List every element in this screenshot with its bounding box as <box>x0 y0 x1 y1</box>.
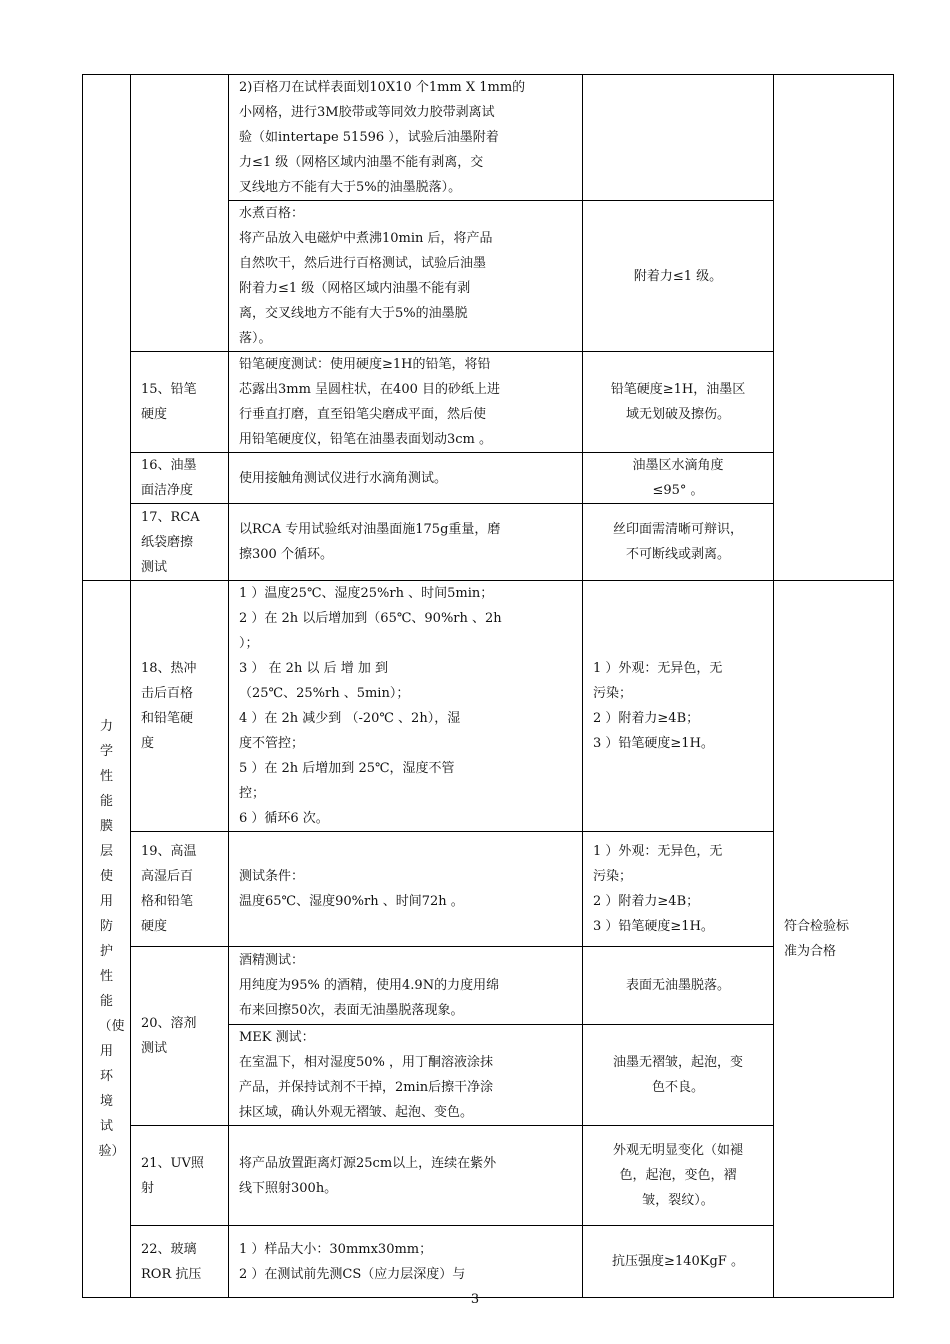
standard-cell <box>583 1025 774 1126</box>
text-line: ≤95° 。 <box>652 483 704 498</box>
text-line: 3 ）铅笔硬度≥1H。 <box>593 736 714 751</box>
text-line: 16、油墨 <box>141 458 197 473</box>
text-line: 1 ）温度25℃、湿度25%rh 、时间5min； <box>239 586 494 601</box>
text-line: 叉线地方不能有大于5%的油墨脱落）。 <box>239 180 462 195</box>
text-line: 1 ）外观：无异色，无 <box>593 661 723 676</box>
text-line: 验（如intertape 51596 ），试验后油墨附着 <box>239 130 499 145</box>
standard-cell <box>583 201 774 352</box>
table-row <box>83 1126 894 1226</box>
text-line: 在室温下，相对湿度50% ，用丁酮溶液涂抹 <box>239 1055 494 1070</box>
text-line: 将产品放置距离灯源25cm以上，连续在紫外 <box>239 1155 497 1171</box>
item-cell <box>131 453 229 504</box>
text-line: 20、溶剂 <box>141 1016 197 1031</box>
text-line: 度不管控； <box>239 736 305 751</box>
text-line: 温度65℃、湿度90%rh 、时间72h 。 <box>239 894 464 909</box>
text-line: 行垂直打磨，直至铅笔尖磨成平面，然后使 <box>239 407 487 422</box>
text-line: 2 ）在测试前先测CS（应力层深度）与 <box>239 1266 466 1282</box>
category-cell-continued <box>83 75 131 581</box>
category-cell <box>83 581 131 1298</box>
method-cell <box>229 453 583 504</box>
category-label: 力学性能膜层使用防护性能（使用环境试验） <box>98 719 125 1159</box>
text-line: 污染； <box>593 869 633 884</box>
item-cell <box>131 581 229 832</box>
text-line: 2 ）附着力≥4B； <box>593 894 700 909</box>
text-line: 纸袋磨擦 <box>141 534 194 550</box>
text-line: 3 ） 在 2h 以 后 增 加 到 <box>239 661 388 676</box>
text-line: 硬度 <box>141 407 168 422</box>
text-line: 射 <box>141 1180 155 1196</box>
text-line: （25℃、25%rh 、5min）； <box>239 686 410 701</box>
text-line: 芯露出3mm 呈圆柱状，在400 目的砂纸上进 <box>239 382 501 397</box>
text-line: 外观无明显变化（如褪 <box>612 1143 743 1158</box>
text-line: 酒精测试： <box>239 953 305 968</box>
standard-cell <box>583 581 774 832</box>
table-row <box>83 453 894 504</box>
text-line: 色不良。 <box>651 1080 704 1095</box>
method-cell <box>229 504 583 581</box>
text-line: ）； <box>239 636 259 651</box>
text-line: 色，起泡，变色，褶 <box>619 1168 737 1183</box>
text-line: 测试 <box>141 1041 168 1056</box>
item-cell <box>131 947 229 1126</box>
table-row <box>83 832 894 947</box>
verdict-cell-continued <box>774 75 894 581</box>
text-line: 5 ）在 2h 后增加到 25℃，湿度不管 <box>239 761 455 776</box>
text-line: 不可断线或剥离。 <box>625 547 730 562</box>
text-line: 17、RCA <box>141 509 200 525</box>
standard-cell <box>583 75 774 201</box>
text-line: 表面无油墨脱落。 <box>625 978 730 993</box>
item-cell <box>131 1126 229 1226</box>
text-line: MEK 测试： <box>239 1030 315 1045</box>
text-line: 以RCA 专用试验纸对油墨面施175g重量，磨 <box>239 522 501 537</box>
method-cell <box>229 1025 583 1126</box>
standard-cell <box>583 832 774 947</box>
method-cell <box>229 581 583 832</box>
text-line: 面洁净度 <box>141 483 194 498</box>
text-line: 19、高温 <box>141 844 197 859</box>
text-line: 和铅笔硬 <box>141 711 194 726</box>
text-line: 21、UV照 <box>141 1155 204 1171</box>
text-line: 油墨区水滴角度 <box>632 458 724 473</box>
text-line: 2 ）附着力≥4B； <box>593 711 700 726</box>
method-cell <box>229 832 583 947</box>
text-line: 2)百格刀在试样表面划10X10 个1mm X 1mm的 <box>239 80 526 95</box>
text-line: 符合检验标 <box>784 919 850 934</box>
table-row <box>83 352 894 453</box>
text-line: 附着力≤1 级。 <box>633 268 723 284</box>
text-line: 击后百格 <box>141 686 194 701</box>
text-line: 1 ）外观：无异色，无 <box>593 844 723 859</box>
verdict-cell <box>774 581 894 1298</box>
item-cell <box>131 504 229 581</box>
page-number: 3 <box>470 1292 480 1307</box>
method-cell <box>229 1226 583 1298</box>
table-row <box>83 504 894 581</box>
standard-cell <box>583 504 774 581</box>
text-line: 附着力≤1 级（网格区域内油墨不能有剥 <box>239 281 471 296</box>
text-line: 落）。 <box>239 331 272 346</box>
text-line: 擦300 个循环。 <box>239 547 333 562</box>
text-line: 15、铅笔 <box>141 382 197 397</box>
text-line: 准为合格 <box>784 944 837 959</box>
item-cell <box>131 1226 229 1298</box>
text-line: 用铅笔硬度仪，铅笔在油墨表面划动3cm 。 <box>239 432 493 447</box>
item-cell <box>131 832 229 947</box>
text-line: 将产品放入电磁炉中煮沸10min 后，将产品 <box>239 231 493 246</box>
text-line: 布来回擦50次，表面无油墨脱落现象。 <box>239 1003 464 1018</box>
text-line: 1 ）样品大小：30mmx30mm； <box>239 1241 433 1257</box>
standard-cell <box>583 1126 774 1226</box>
method-cell <box>229 352 583 453</box>
standard-cell <box>583 352 774 453</box>
text-line: 控； <box>239 786 266 801</box>
standard-cell <box>583 453 774 504</box>
text-line: 高湿后百 <box>141 869 194 884</box>
text-line: 18、热冲 <box>141 661 197 676</box>
standard-cell <box>583 947 774 1025</box>
text-line: 力≤1 级（网格区域内油墨不能有剥离，交 <box>239 155 484 170</box>
method-cell <box>229 75 583 201</box>
text-line: 抗压强度≥140KgF 。 <box>612 1254 744 1269</box>
text-line: 皱，裂纹）。 <box>642 1193 714 1208</box>
text-line: 测试条件： <box>239 869 305 884</box>
table-row <box>83 581 894 832</box>
table-row <box>83 1226 894 1298</box>
text-line: ROR 抗压 <box>141 1266 202 1282</box>
item-cell <box>131 352 229 453</box>
text-line: 6 ）循环6 次。 <box>239 811 329 826</box>
text-line: 度 <box>141 736 155 751</box>
text-line: 域无划破及擦伤。 <box>625 407 730 422</box>
text-line: 自然吹干，然后进行百格测试，试验后油墨 <box>239 256 487 271</box>
text-line: 丝印面需清晰可辩识， <box>612 522 743 537</box>
text-line: 离，交叉线地方不能有大于5%的油墨脱 <box>239 306 468 321</box>
text-line: 使用接触角测试仪进行水滴角测试。 <box>239 470 448 486</box>
text-line: 抹区域，确认外观无褶皱、起泡、变色。 <box>239 1105 474 1120</box>
spec-table <box>82 74 894 1298</box>
text-line: 2 ）在 2h 以后增加到（65℃、90%rh 、2h <box>239 611 502 626</box>
table-row <box>83 75 894 201</box>
text-line: 22、玻璃 <box>141 1241 197 1257</box>
text-line: 3 ）铅笔硬度≥1H。 <box>593 919 714 934</box>
method-cell <box>229 201 583 352</box>
text-line: 测试 <box>141 559 168 575</box>
method-cell <box>229 947 583 1025</box>
text-line: 水煮百格： <box>239 206 305 221</box>
text-line: 4 ）在 2h 减少到 （-20℃ 、2h），湿 <box>239 711 461 726</box>
text-line: 铅笔硬度测试：使用硬度≥1H的铅笔，将铅 <box>239 357 491 372</box>
text-line: 小网格，进行3M胶带或等同效力胶带剥离试 <box>239 105 495 120</box>
text-line: 铅笔硬度≥1H，油墨区 <box>610 382 746 397</box>
text-line: 油墨无褶皱，起泡，变 <box>612 1055 743 1070</box>
table-row <box>83 947 894 1025</box>
standard-cell <box>583 1226 774 1298</box>
text-line: 线下照射300h。 <box>239 1180 338 1196</box>
text-line: 污染； <box>593 686 633 701</box>
text-line: 硬度 <box>141 919 168 934</box>
text-line: 格和铅笔 <box>141 894 194 909</box>
text-line: 用纯度为95% 的酒精，使用4.9N的力度用绵 <box>239 978 500 993</box>
method-cell <box>229 1126 583 1226</box>
text-line: 产品，并保持试剂不干掉，2min后擦干净涂 <box>239 1080 494 1095</box>
item-cell-continued <box>131 75 229 352</box>
